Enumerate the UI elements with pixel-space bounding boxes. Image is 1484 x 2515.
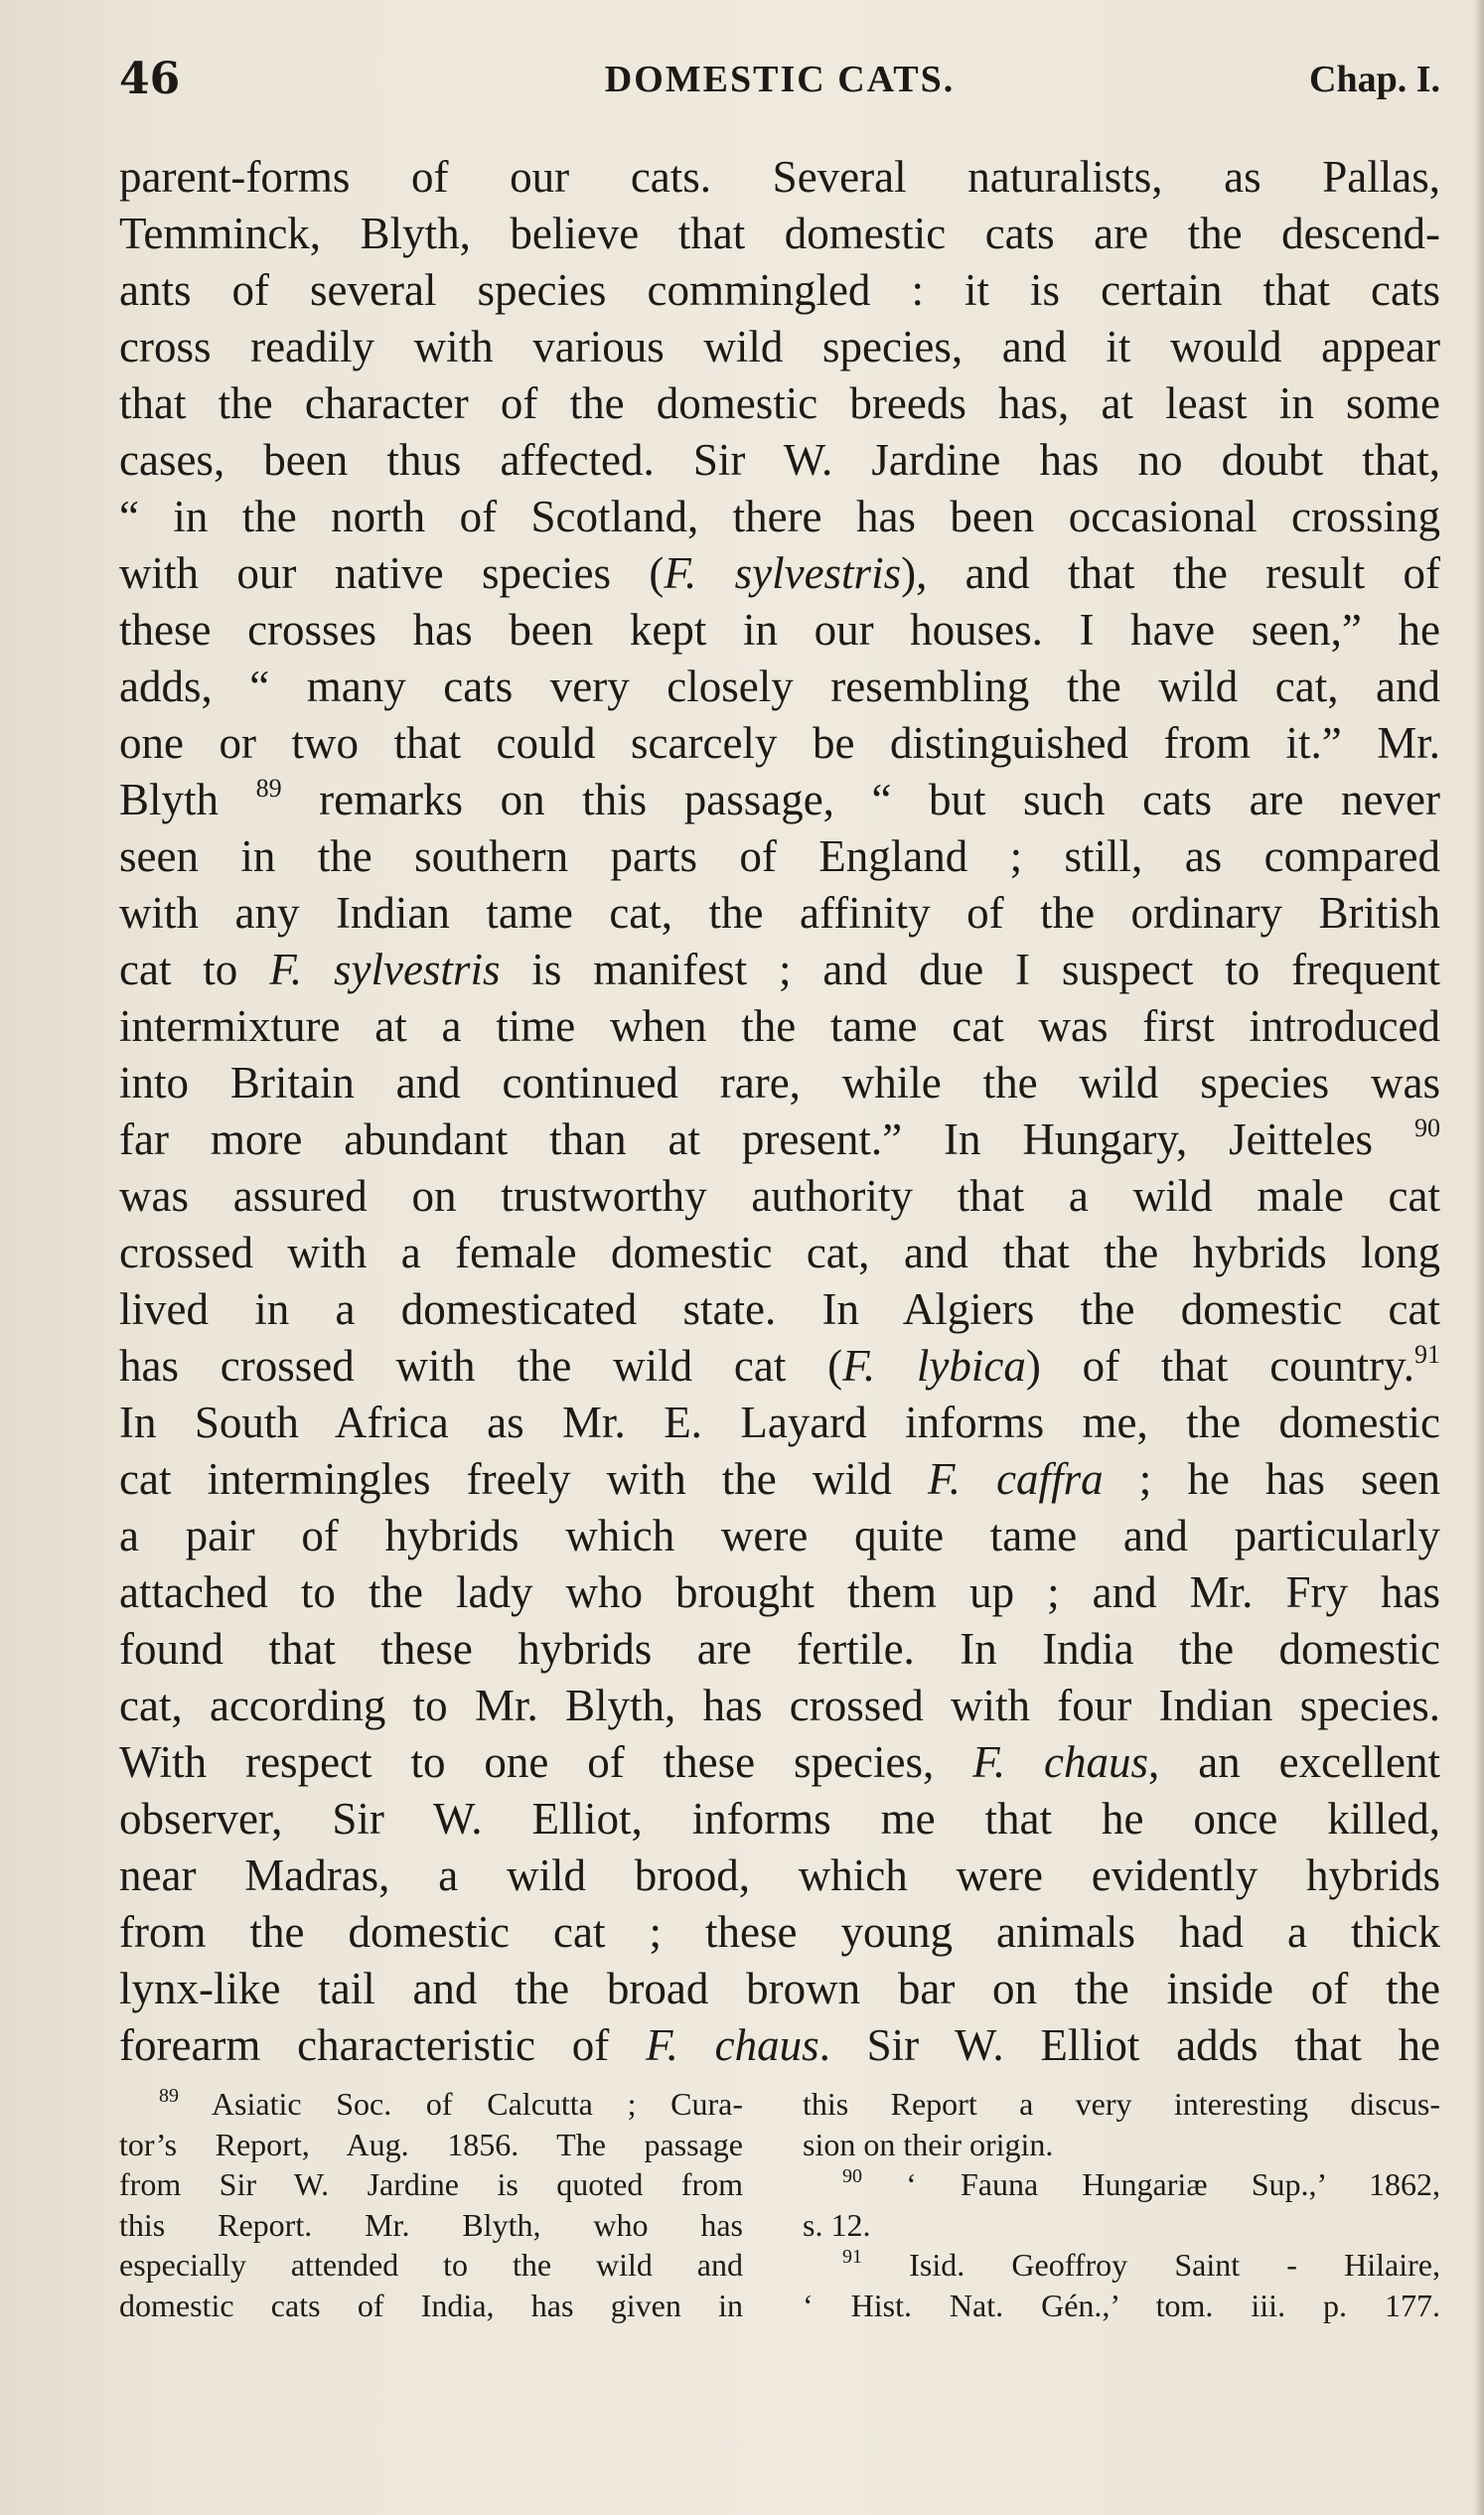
footnote-line: ‘ Hist. Nat. Gén.,’ tom. iii. p. 177. <box>803 2287 1440 2323</box>
body-line: from the domestic cat ; these young animals had a thick <box>119 1907 1440 1957</box>
body-line: these crosses has been kept in our houses. I have seen,” he <box>119 605 1440 655</box>
body-line: cat to F. sylvestris is manifest ; and due I suspect to frequent <box>119 945 1441 994</box>
body-line: into Britain and continued rare, while the wild species was <box>119 1058 1440 1108</box>
body-line: cases, been thus affected. Sir W. Jardine has no doubt that, <box>119 435 1440 485</box>
body-line: one or two that could scarcely be distinguished from it.” Mr. <box>119 718 1440 768</box>
body-line: with our native species (F. sylvestris), and that the result of <box>119 548 1441 598</box>
body-line: lived in a domesticated state. In Algiers the domestic cat <box>119 1284 1440 1334</box>
body-line: cat intermingles freely with the wild F. caffra ; he has seen <box>119 1454 1440 1504</box>
footnote-line: s. 12. <box>803 2206 871 2243</box>
running-header <box>119 54 1440 113</box>
body-line: was assured on trustworthy authority that a wild male cat <box>119 1171 1440 1221</box>
chapter-label: Chap. I. <box>1309 59 1440 100</box>
body-line: parent-forms of our cats. Several naturalists, as Pallas, <box>119 152 1440 202</box>
body-line: has crossed with the wild cat (F. lybica) of that country.$^{91}$ <box>119 1340 1440 1391</box>
body-line: In South Africa as Mr. E. Layard informs me, the domestic <box>119 1398 1440 1447</box>
footnote-line: this Report. Mr. Blyth, who has <box>119 2206 743 2243</box>
body-line: near Madras, a wild brood, which were evidently hybrids <box>119 1850 1440 1900</box>
body-line: forearm characteristic of F. chaus. Sir W. Elliot adds that he <box>119 2020 1440 2070</box>
body-line: a pair of hybrids which were quite tame and particularly <box>119 1511 1440 1560</box>
body-line: observer, Sir W. Elliot, informs me that he once killed, <box>119 1794 1440 1844</box>
body-line: attached to the lady who brought them up ; and Mr. Fry has <box>119 1567 1440 1617</box>
footnote-line: domestic cats of India, has given in <box>119 2287 743 2323</box>
footnote-line: this Report a very interesting discus- <box>803 2086 1440 2122</box>
body-line: seen in the southern parts of England ; still, as compared <box>119 831 1440 881</box>
body-text <box>119 149 1440 2074</box>
page-number: 46 <box>119 54 181 104</box>
footnote-line: especially attended to the wild and <box>119 2247 743 2283</box>
footnote-line: $^{89}$ Asiatic Soc. of Calcutta ; Cura- <box>159 2085 743 2122</box>
body-line: Blyth $^{89}$ remarks on this passage, “ but such cats are never <box>119 774 1440 824</box>
body-line: intermixture at a time when the tame cat was first introduced <box>119 1001 1440 1051</box>
footnote-line: sion on their origin. <box>803 2126 1054 2162</box>
body-line: found that these hybrids are fertile. In India the domestic <box>119 1624 1440 1674</box>
body-line: with any Indian tame cat, the affinity of the ordinary British <box>119 888 1440 938</box>
page-gutter-shadow <box>1474 0 1484 2515</box>
footnotes-right-column <box>803 2084 1440 2325</box>
footnote-line: $^{91}$ Isid. Geoffroy Saint - Hilaire, <box>842 2246 1440 2283</box>
body-line: “ in the north of Scotland, there has been occasional crossing <box>119 492 1440 541</box>
body-line: Temminck, Blyth, believe that domestic cats are the descend- <box>119 209 1440 258</box>
body-line: that the character of the domestic breeds has, at least in some <box>119 378 1440 428</box>
running-title: DOMESTIC CATS. <box>604 59 956 100</box>
body-line: With respect to one of these species, F. chaus, an excellent <box>119 1737 1440 1787</box>
body-line: cat, according to Mr. Blyth, has crossed with four Indian species. <box>119 1681 1440 1730</box>
body-line: lynx-like tail and the broad brown bar on the inside of the <box>119 1964 1440 2013</box>
footnotes-left-column <box>119 2084 743 2325</box>
body-line: cross readily with various wild species, and it would appear <box>119 322 1440 371</box>
body-line: ants of several species commingled : it is certain that cats <box>119 265 1440 315</box>
footnote-line: from Sir W. Jardine is quoted from <box>119 2166 743 2202</box>
footnote-line: $^{90}$ ‘ Fauna Hungariæ Sup.,’ 1862, <box>842 2165 1440 2202</box>
body-line: far more abundant than at present.” In Hungary, Jeitteles $^{90}$ <box>119 1113 1440 1164</box>
body-line: crossed with a female domestic cat, and that the hybrids long <box>119 1228 1440 1277</box>
body-line: adds, “ many cats very closely resembling the wild cat, and <box>119 662 1440 711</box>
footnote-line: tor’s Report, Aug. 1856. The passage <box>119 2126 743 2162</box>
